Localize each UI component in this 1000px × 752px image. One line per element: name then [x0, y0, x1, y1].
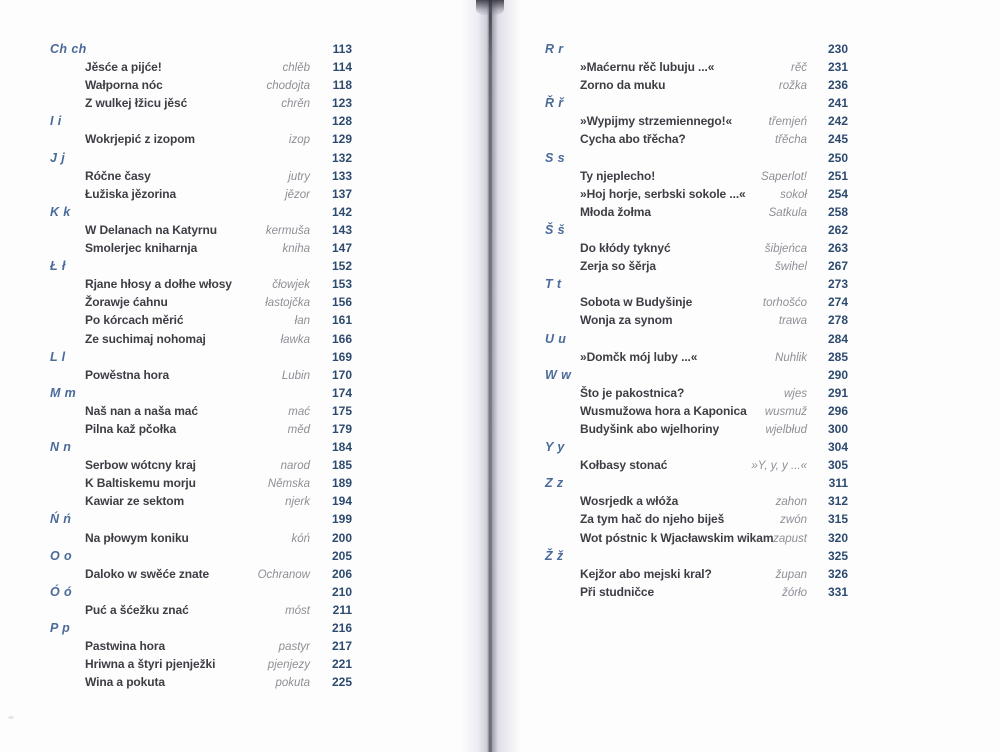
- page-number: 217: [331, 639, 352, 654]
- toc-entry-row: [545, 130, 848, 148]
- section-letter: I i: [50, 114, 62, 129]
- toc-entry-row: [545, 58, 848, 76]
- page-number: 113: [332, 42, 352, 56]
- entry-title: Rjane hłosy a dołhe włosy: [85, 277, 232, 292]
- entry-title: Ty njeplecho!: [580, 168, 656, 183]
- entry-keyword: Němska: [267, 478, 310, 491]
- entry-title: Kołbasy stonać: [580, 458, 668, 473]
- entry-keyword: trawa: [778, 315, 807, 328]
- entry-title: Pilna kaž pčołka: [85, 421, 177, 436]
- toc-entry-row: [545, 565, 848, 583]
- section-letter: O o: [50, 548, 73, 563]
- page-number: 250: [827, 150, 848, 165]
- entry-keyword: zahon: [775, 496, 807, 509]
- entry-title: Při studničce: [580, 584, 655, 599]
- entry-title: »Wypijmy strzemiennego!«: [580, 114, 733, 129]
- toc-entry-row: [50, 94, 352, 112]
- section-letter: Ž ž: [545, 548, 564, 563]
- toc-entry-row: [50, 366, 352, 384]
- section-letter: N n: [50, 440, 72, 455]
- toc-entry-row: [50, 130, 352, 148]
- section-letter: L l: [50, 349, 66, 364]
- entry-keyword: pokuta: [275, 677, 310, 690]
- toc-section-row: [545, 40, 848, 58]
- toc-section-row: [50, 112, 352, 130]
- entry-keyword: třemjeń: [768, 116, 807, 129]
- section-letter: T t: [545, 277, 562, 292]
- entry-keyword: njerk: [285, 496, 310, 509]
- toc-entry-row: [545, 167, 848, 185]
- toc-section-row: [50, 203, 352, 221]
- section-letter: W w: [545, 367, 572, 382]
- entry-title: Łužiska jězorina: [85, 186, 177, 201]
- page-number: 305: [827, 458, 848, 473]
- entry-keyword: pastyr: [278, 641, 310, 654]
- toc-section-row: [50, 619, 352, 637]
- entry-keyword: rěč: [791, 62, 807, 75]
- entry-keyword: »Y, y, y ...«: [751, 460, 807, 473]
- entry-title: Wosrjedk a włóža: [580, 494, 679, 509]
- page-number: 129: [331, 132, 352, 147]
- entry-title: Wusmužowa hora a Kaponica: [580, 403, 747, 418]
- entry-title: Wokrjepić z izopom: [85, 132, 195, 147]
- page-number: 123: [331, 96, 352, 111]
- page-number: 170: [331, 367, 352, 382]
- section-letter: R r: [545, 42, 564, 56]
- section-letter: Ł ł: [50, 259, 66, 274]
- toc-entry-row: [545, 311, 848, 329]
- entry-title: Žorawje ćahnu: [85, 295, 168, 310]
- entry-title: Zerja so šěrja: [580, 259, 656, 274]
- toc-entry-row: [50, 221, 352, 239]
- page-number: 278: [827, 313, 848, 328]
- page-number: 211: [332, 602, 352, 617]
- toc-section-row: [545, 474, 848, 492]
- entry-title: Ze suchimaj nohomaj: [85, 331, 206, 346]
- page-number: 326: [827, 566, 848, 581]
- section-letter: Ń ń: [50, 512, 72, 527]
- section-letter: Z z: [545, 476, 564, 491]
- page-number: 205: [331, 548, 352, 563]
- entry-keyword: wusmuž: [764, 405, 807, 418]
- toc-entry-row: [50, 474, 352, 492]
- page-number: 133: [331, 168, 352, 183]
- page-number: 315: [827, 512, 848, 527]
- entry-keyword: Saperlot!: [760, 170, 807, 183]
- toc-section-row: [545, 438, 848, 456]
- page-number: 312: [827, 494, 848, 509]
- page-number: 267: [827, 259, 848, 274]
- toc-entry-row: [545, 529, 848, 547]
- toc-section-row: [50, 510, 352, 528]
- toc-entry-row: [50, 402, 352, 420]
- toc-section-row: [50, 547, 352, 565]
- section-letter: U u: [545, 331, 567, 346]
- page-number: 184: [331, 440, 352, 455]
- toc-entry-row: [545, 456, 848, 474]
- entry-keyword: žórło: [782, 586, 807, 599]
- page-number: 296: [827, 403, 848, 418]
- entry-title: Zorno da muku: [580, 78, 666, 93]
- entry-keyword: měd: [287, 423, 310, 436]
- page-number: 241: [827, 96, 848, 111]
- entry-title: Powěstna hora: [85, 367, 170, 382]
- toc-entry-row: [545, 239, 848, 257]
- section-letter: Ó ó: [50, 584, 73, 599]
- toc-entry-row: [50, 239, 352, 257]
- toc-entry-row: [545, 112, 848, 130]
- toc-entry-row: [50, 456, 352, 474]
- toc-section-row: [50, 438, 352, 456]
- entry-keyword: chlěb: [282, 62, 310, 75]
- section-letter: J j: [50, 150, 66, 165]
- entry-title: Serbow wótcny kraj: [85, 458, 196, 473]
- entry-title: Wonja za synom: [580, 313, 673, 328]
- page-number: 118: [332, 78, 352, 93]
- toc-entry-row: [545, 420, 848, 438]
- entry-keyword: čłowjek: [272, 279, 310, 292]
- section-letter: Ř ř: [545, 96, 564, 111]
- spine-gutter-line: [489, 0, 492, 752]
- toc-section-row: [50, 149, 352, 167]
- page-number: 114: [332, 60, 352, 75]
- page-number: 200: [331, 530, 352, 545]
- entry-keyword: zwón: [780, 514, 807, 527]
- entry-title: Młoda žołma: [580, 204, 651, 219]
- toc-section-row: [545, 547, 848, 565]
- page-number: 320: [827, 530, 848, 545]
- toc-entry-row: [545, 384, 848, 402]
- entry-keyword: ławka: [280, 333, 310, 346]
- toc-section-row: [50, 257, 352, 275]
- entry-keyword: łastojčka: [265, 297, 310, 310]
- toc-entry-row: [50, 565, 352, 583]
- page-number: 206: [331, 566, 352, 581]
- page-number: 254: [827, 186, 848, 201]
- toc-page-right: [545, 40, 848, 601]
- toc-section-row: [545, 94, 848, 112]
- page-number: 221: [331, 657, 352, 672]
- toc-entry-row: [50, 601, 352, 619]
- entry-keyword: izop: [288, 134, 310, 147]
- toc-entry-row: [50, 673, 352, 691]
- page-number: 166: [331, 331, 352, 346]
- toc-section-row: [50, 384, 352, 402]
- toc-entry-row: [50, 637, 352, 655]
- toc-entry-row: [545, 402, 848, 420]
- entry-keyword: šwihel: [775, 261, 807, 274]
- page-number: 132: [331, 150, 352, 165]
- entry-title: Cycha abo třěcha?: [580, 132, 686, 147]
- page-number: 210: [331, 584, 352, 599]
- section-letter: S s: [545, 150, 565, 165]
- page-number: 152: [331, 259, 352, 274]
- toc-entry-row: [545, 185, 848, 203]
- entry-title: Po kórcach měrić: [85, 313, 184, 328]
- toc-entry-row: [545, 583, 848, 601]
- spine-top-shadow: [476, 0, 504, 16]
- entry-keyword: Nuhlik: [775, 351, 807, 364]
- page-number: 128: [331, 114, 352, 129]
- entry-keyword: kóń: [291, 532, 310, 545]
- page-number: 236: [827, 78, 848, 93]
- page-number: 175: [331, 403, 352, 418]
- entry-keyword: mać: [288, 405, 310, 418]
- entry-keyword: móst: [285, 604, 310, 617]
- entry-title: Puć a šćežku znać: [85, 602, 189, 617]
- toc-section-row: [50, 348, 352, 366]
- toc-entry-row: [545, 348, 848, 366]
- page-number: 216: [331, 621, 352, 635]
- scan-speck: [8, 716, 14, 719]
- page-number: 311: [828, 476, 848, 491]
- page-number: 290: [827, 367, 848, 382]
- entry-title: Pastwina hora: [85, 639, 166, 654]
- page-number: 230: [827, 42, 848, 56]
- entry-title: Róčne časy: [85, 168, 151, 183]
- page-number: 153: [331, 277, 352, 292]
- page-number: 143: [331, 222, 352, 237]
- entry-title: »Domčk mój luby ...«: [580, 349, 698, 364]
- entry-title: Jěsće a pijće!: [85, 60, 162, 75]
- entry-title: »Hoj horje, serbski sokole ...«: [580, 186, 746, 201]
- page-number: 325: [827, 548, 848, 563]
- page-number: 137: [331, 186, 352, 201]
- toc-entry-row: [50, 492, 352, 510]
- page-number: 231: [827, 60, 848, 75]
- entry-keyword: chrěn: [281, 98, 310, 111]
- entry-title: Naš nan a naša mać: [85, 403, 198, 418]
- page-number: 147: [331, 241, 352, 256]
- page-number: 304: [827, 440, 848, 455]
- entry-title: Što je pakostnica?: [580, 385, 685, 400]
- entry-keyword: Satkula: [768, 206, 807, 219]
- entry-keyword: Ochranow: [257, 568, 310, 581]
- entry-title: Sobota w Budyšinje: [580, 295, 693, 310]
- page-number: 263: [827, 241, 848, 256]
- toc-section-row: [50, 583, 352, 601]
- entry-keyword: šibjeńca: [764, 243, 807, 256]
- toc-section-row: [545, 366, 848, 384]
- entry-keyword: župan: [775, 568, 807, 581]
- toc-entry-row: [545, 257, 848, 275]
- toc-entry-row: [545, 510, 848, 528]
- toc-entry-row: [545, 76, 848, 94]
- entry-keyword: wjes: [783, 387, 807, 400]
- entry-keyword: wjelbłud: [765, 423, 807, 436]
- toc-page-left: [50, 40, 352, 691]
- page-number: 161: [331, 313, 352, 328]
- toc-section-row: [50, 40, 352, 58]
- toc-entry-row: [50, 293, 352, 311]
- toc-entry-row: [50, 185, 352, 203]
- entry-title: Daloko w swěće znate: [85, 566, 210, 581]
- page-number: 274: [827, 295, 848, 310]
- entry-keyword: Lubin: [281, 369, 310, 382]
- entry-keyword: chodojta: [266, 80, 310, 93]
- entry-title: K Baltiskemu morju: [85, 476, 196, 491]
- page-number: 245: [827, 132, 848, 147]
- page-number: 199: [331, 512, 352, 527]
- entry-keyword: jězor: [285, 188, 310, 201]
- page-number: 251: [827, 168, 848, 183]
- page-number: 284: [827, 331, 848, 346]
- toc-section-row: [545, 275, 848, 293]
- toc-entry-row: [545, 203, 848, 221]
- entry-title: Kejžor abo mejski kral?: [580, 566, 712, 581]
- section-letter: Y y: [545, 440, 565, 455]
- page-number: 179: [331, 421, 352, 436]
- toc-section-row: [545, 330, 848, 348]
- page-number: 300: [827, 421, 848, 436]
- entry-keyword: pjenjezy: [267, 659, 310, 672]
- section-letter: Ch ch: [50, 42, 87, 56]
- entry-keyword: kniha: [282, 243, 310, 256]
- entry-title: Za tym hač do njeho biješ: [580, 512, 725, 527]
- section-letter: M m: [50, 385, 77, 400]
- toc-section-row: [545, 221, 848, 239]
- section-letter: P p: [50, 621, 71, 635]
- page-number: 225: [331, 675, 352, 690]
- page-number: 291: [827, 385, 848, 400]
- toc-entry-row: [50, 529, 352, 547]
- toc-entry-row: [50, 58, 352, 76]
- section-letter: K k: [50, 204, 71, 219]
- toc-entry-row: [50, 655, 352, 673]
- page-number: 174: [331, 385, 352, 400]
- page-number: 142: [331, 204, 352, 219]
- entry-keyword: kermuša: [265, 224, 310, 237]
- page-number: 331: [827, 584, 848, 599]
- page-number: 262: [827, 222, 848, 237]
- entry-title: Na płowym koniku: [85, 530, 189, 545]
- entry-title: Wina a pokuta: [85, 675, 165, 690]
- page-number: 194: [331, 494, 352, 509]
- toc-entry-row: [50, 76, 352, 94]
- entry-title: Kawiar ze sektom: [85, 494, 185, 509]
- page-number: 242: [827, 114, 848, 129]
- entry-title: »Maćernu rěč lubuju ...«: [580, 60, 715, 75]
- entry-keyword: zapust: [773, 532, 807, 545]
- toc-entry-row: [50, 420, 352, 438]
- page-number: 156: [331, 295, 352, 310]
- entry-title: Hriwna a štyri pjenježki: [85, 657, 216, 672]
- entry-keyword: torhošćo: [762, 297, 807, 310]
- entry-keyword: jutry: [288, 170, 310, 183]
- entry-title: W Delanach na Katyrnu: [85, 222, 217, 237]
- page-number: 273: [827, 277, 848, 292]
- entry-title: Z wulkej łžicu jěsć: [85, 96, 188, 111]
- entry-title: Wałporna nóc: [85, 78, 163, 93]
- toc-entry-row: [50, 311, 352, 329]
- toc-entry-row: [50, 330, 352, 348]
- entry-keyword: łan: [294, 315, 310, 328]
- entry-title: Do kłódy tyknyć: [580, 241, 671, 256]
- page-number: 169: [331, 349, 352, 364]
- toc-entry-row: [545, 293, 848, 311]
- page-number: 285: [827, 349, 848, 364]
- entry-keyword: sokoł: [780, 188, 807, 201]
- page-number: 258: [827, 204, 848, 219]
- entry-keyword: třěcha: [775, 134, 807, 147]
- page-number: 189: [331, 476, 352, 491]
- entry-title: Budyšink abo wjelhoriny: [580, 421, 720, 436]
- toc-entry-row: [50, 167, 352, 185]
- entry-title: Wot póstnic k Wjacławskim wikam: [580, 530, 774, 545]
- page-number: 185: [331, 458, 352, 473]
- section-letter: Š š: [545, 222, 565, 237]
- entry-keyword: rožka: [778, 80, 807, 93]
- toc-section-row: [545, 149, 848, 167]
- toc-entry-row: [50, 275, 352, 293]
- toc-entry-row: [545, 492, 848, 510]
- entry-keyword: narod: [280, 460, 310, 473]
- entry-title: Smolerjec kniharnja: [85, 241, 198, 256]
